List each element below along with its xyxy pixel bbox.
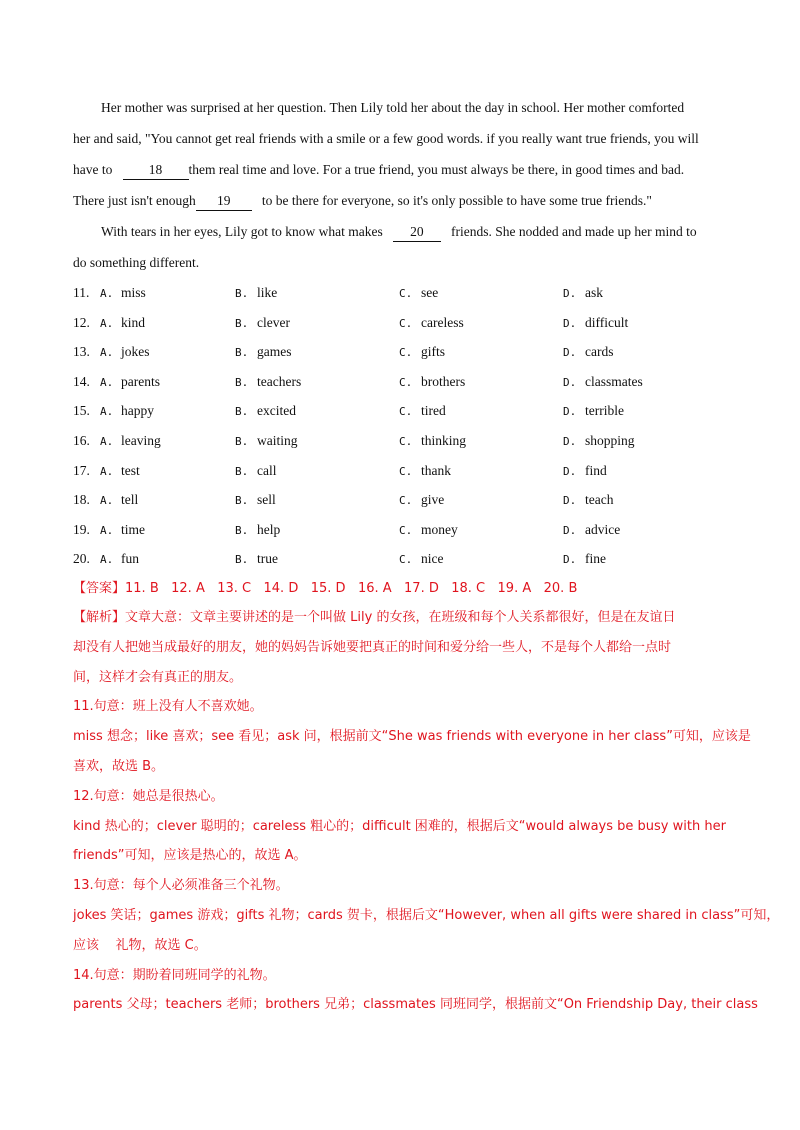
question-number: 12. [73, 314, 90, 330]
option-letter: B. [235, 553, 249, 567]
blank-20: 20 [393, 223, 441, 242]
passage-paragraph-2 [73, 216, 733, 278]
option-letter: D. [563, 494, 577, 508]
option-d: terrible [585, 403, 624, 419]
option-c: see [421, 285, 439, 300]
option-letter: D. [563, 316, 577, 330]
option-d: difficult [585, 314, 629, 330]
explanation-line: miss 想念；like 喜欢；see 看见；ask 问，根据前文“She was friends with everyone in her class”可知，应该是 [73, 729, 751, 745]
option-letter: D. [563, 346, 577, 360]
explanation-title-14: 14.句意：期盼着同班同学的礼物。 [73, 967, 276, 983]
explanation-line: jokes 笑话；games 游戏；gifts 礼物；cards 贺卡，根据后文“However, when all gifts were shared in class”可知， [73, 907, 780, 923]
option-letter: C. [399, 523, 413, 537]
passage-line [73, 185, 733, 216]
option-letter: B. [235, 494, 249, 508]
option-c: nice [421, 551, 444, 567]
question-row [73, 426, 733, 456]
option-letter: C. [399, 464, 413, 478]
option-letter: A. [100, 346, 114, 360]
passage-line: Her mother was surprised at her question. Then Lily told her about the day in school. Her mother comforted [101, 100, 685, 115]
option-a: miss [121, 285, 146, 300]
option-letter: C. [399, 405, 413, 419]
option-letter: D. [563, 523, 577, 537]
option-d: teach [585, 492, 614, 508]
option-a: kind [121, 314, 146, 330]
option-letter: B. [235, 434, 249, 448]
option-letter: A. [100, 553, 114, 567]
option-c: tired [421, 403, 446, 419]
option-letter: B. [235, 523, 249, 537]
answer-line [73, 573, 733, 603]
option-b: call [257, 462, 277, 478]
option-a: leaving [121, 432, 161, 448]
analysis-label: 【解析】 [73, 610, 126, 625]
option-b: true [257, 551, 278, 567]
option-c: careless [421, 314, 464, 330]
option-letter: B. [235, 346, 249, 360]
option-c: thinking [421, 432, 467, 448]
option-b: like [257, 285, 278, 300]
question-row [73, 308, 733, 338]
question-number: 19. [73, 521, 90, 537]
option-letter: A. [100, 287, 114, 300]
option-letter: C. [399, 287, 413, 300]
blank-19: 19 [196, 192, 252, 211]
option-c: thank [421, 462, 451, 478]
option-b: waiting [257, 432, 298, 448]
passage-text: friends. She nodded and made up her mind to [451, 224, 697, 239]
options-list [73, 278, 733, 574]
answer-label: 【答案】 [73, 581, 126, 596]
passage-line: her and said, "You cannot get real friends with a smile or a few good words. if you really want true friends, you will [73, 131, 699, 146]
option-d: ask [585, 285, 603, 300]
explanation-line: kind 热心的；clever 聪明的；careless 粗心的；difficult 困难的，根据后文“would always be busy with her [73, 818, 726, 834]
passage-text: them real time and love. For a true friend, you must always be there, in good times and bad. [188, 162, 685, 177]
option-letter: A. [100, 523, 114, 537]
option-a: parents [121, 373, 160, 389]
option-letter: A. [100, 316, 114, 330]
passage-text: There just isn't enough [73, 193, 196, 208]
analysis-text: 文章大意：文章主要讲述的是一个叫做 Lily 的女孩，在班级和每个人关系都很好，但是在友谊日 [125, 610, 676, 625]
option-letter: B. [235, 405, 249, 419]
option-letter: D. [563, 464, 577, 478]
option-c: gifts [421, 344, 446, 360]
option-letter: D. [563, 553, 577, 567]
question-number: 20. [73, 551, 90, 567]
explanation-title-11: 11.句意：班上没有人不喜欢她。 [73, 699, 263, 715]
option-b: games [257, 344, 292, 360]
option-b: clever [257, 314, 290, 330]
option-a: test [121, 462, 140, 478]
passage-text: have to [73, 162, 113, 177]
option-letter: D. [563, 434, 577, 448]
question-number: 17. [73, 462, 90, 478]
option-letter: C. [399, 494, 413, 508]
explanation-line: friends”可知，应该是热心的，故选 A。 [73, 848, 307, 864]
passage-text: to be there for everyone, so it's only possible to have some true friends." [261, 193, 652, 208]
option-letter: A. [100, 494, 114, 508]
option-letter: C. [399, 375, 413, 389]
question-row [73, 485, 733, 515]
option-letter: C. [399, 346, 413, 360]
option-d: fine [585, 551, 606, 567]
option-letter: A. [100, 405, 114, 419]
option-d: shopping [585, 432, 635, 448]
option-letter: D. [563, 405, 577, 419]
option-letter: B. [235, 287, 249, 300]
option-letter: A. [100, 434, 114, 448]
question-row [73, 515, 733, 545]
option-letter: C. [399, 434, 413, 448]
option-a: tell [121, 492, 139, 508]
question-number: 14. [73, 373, 90, 389]
option-letter: D. [563, 287, 577, 300]
question-row [73, 544, 733, 574]
analysis-line [73, 603, 733, 633]
option-d: cards [585, 344, 614, 360]
analysis-section [73, 603, 780, 1020]
question-number: 11. [73, 285, 90, 300]
option-c: brothers [421, 373, 466, 389]
option-letter: C. [399, 553, 413, 567]
option-letter: B. [235, 316, 249, 330]
analysis-line: 却没有人把她当成最好的朋友，她的妈妈告诉她要把真正的时间和爱分给一些人，不是每个人都给一点时 [73, 639, 672, 655]
option-a: jokes [121, 344, 150, 360]
question-row [73, 367, 733, 397]
option-d: advice [585, 521, 621, 537]
analysis-line: 间，这样才会有真正的朋友。 [73, 669, 243, 685]
question-row [73, 396, 733, 426]
option-letter: B. [235, 375, 249, 389]
answer-text: 11. B 12. A 13. C 14. D 15. D 16. A 17. D 18. C 19. A 20. B [125, 581, 578, 596]
question-number: 16. [73, 432, 90, 448]
option-letter: A. [100, 464, 114, 478]
answer-section [73, 573, 733, 603]
option-letter: A. [100, 375, 114, 389]
option-a: happy [121, 403, 154, 419]
explanation-line: 喜欢，故选 B。 [73, 758, 165, 774]
option-letter: B. [235, 464, 249, 478]
option-d: find [585, 462, 607, 478]
passage-line [73, 154, 733, 185]
option-d: classmates [585, 373, 643, 389]
explanation-title-13: 13.句意：每个人必须准备三个礼物。 [73, 878, 289, 894]
question-row [73, 456, 733, 486]
passage-line [73, 216, 733, 247]
option-c: money [421, 521, 458, 537]
option-letter: C. [399, 316, 413, 330]
option-b: sell [257, 492, 276, 508]
question-row [73, 278, 733, 308]
option-letter: D. [563, 375, 577, 389]
option-b: teachers [257, 373, 302, 389]
explanation-line: parents 父母；teachers 老师；brothers 兄弟；classmates 同班同学，根据前文“On Friendship Day, their class [73, 997, 758, 1013]
passage-line: do something different. [73, 255, 200, 270]
explanation-title-12: 12.句意：她总是很热心。 [73, 788, 224, 804]
question-number: 15. [73, 403, 90, 419]
question-row [73, 337, 733, 367]
option-b: excited [257, 403, 296, 419]
option-b: help [257, 521, 281, 537]
option-c: give [421, 492, 445, 508]
option-a: time [121, 521, 145, 537]
question-number: 18. [73, 492, 90, 508]
blank-18: 18 [123, 161, 189, 180]
passage-text: With tears in her eyes, Lily got to know what makes [101, 224, 383, 239]
question-number: 13. [73, 344, 90, 360]
passage-paragraph-1 [73, 92, 733, 216]
explanation-line: 应该 礼物，故选 C。 [73, 937, 207, 953]
option-a: fun [121, 551, 139, 567]
